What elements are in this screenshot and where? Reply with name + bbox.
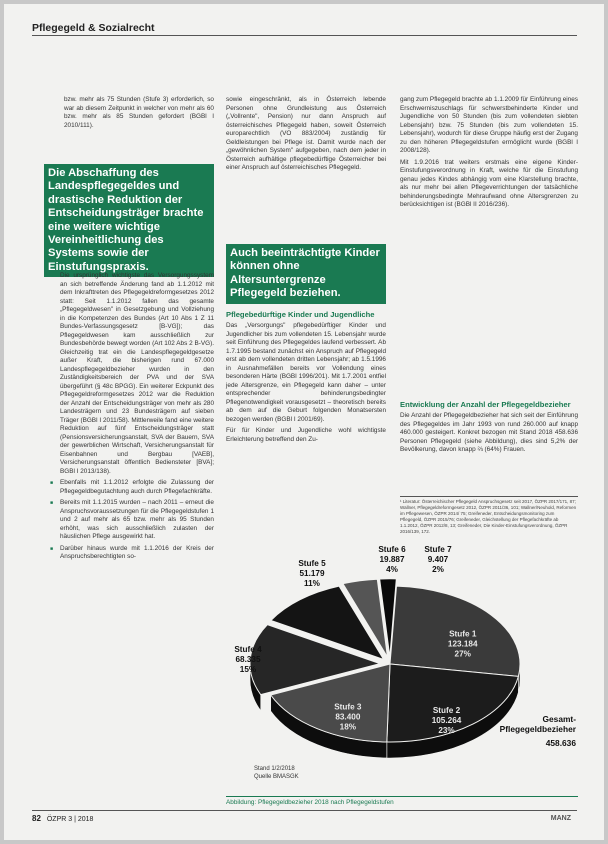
slice-label: Stufe 6 [378, 545, 406, 554]
slice-label: Stufe 7 [424, 545, 452, 554]
stand-note [254, 766, 299, 781]
pie-chart [220, 544, 582, 794]
slice-percent: 27% [454, 649, 471, 659]
slice-value: 123.184 [447, 639, 478, 649]
paragraph: Mit 1.9.2016 trat weiters erstmals eine eigene Kinder-Einstufungsverordnung in Kraft, welche für die Einstufung genau jedes Kindes abhängig vom eine Klarstellung brachte, als nur mehr bei allen Pflegeverrichtungen der tatsächliche behinderungsbedingte Mehraufwand ohne Altersgrenzen zu berücksichtigen ist (BGBl II 2016/236). [400, 158, 578, 208]
slice-percent: 18% [339, 722, 357, 732]
slice-percent: 23% [438, 725, 455, 735]
bullet-item: ■ Ebenfalls mit 1.1.2012 erfolgte die Zulassung der Pflegegeldbegutachtung auch durch Pflegefachkräfte. [50, 479, 214, 496]
figure-caption: Abbildung: Pflegegeldbezieher 2018 nach Pflegegeldstufen [226, 796, 578, 806]
bullet-item: ■ Die ursprünglich wichtigste das Versorgungssystem an sich betreffende Änderung fand ab 1.1.2012 mit dem Inkrafttreten des Pflegegeldreformgesetzes 2012 statt: Seit 1.1.2012 fallen das gesamte „Pflegegeldwesen" in Gesetzgebung und Vollziehung in die Kompetenzen des Bundes (Art 10 Abs 1 Z 11 Bundes-Verfassungsgesetz [B-VG]); das Pflegegeldwesen kam ausschließlich zur Bundesbehörde bewegt worden (Art 102 Abs 2 B-VG). Gleichzeitig trat ein die Landespflegegeldgesetze außer Kraft, die bisherigen rund 67.000 Landespflegegeldbezieher wurden in den Zuständigkeitsbereich der PVA und der SVA übergeführt (§ 48c BPGG). Ein weiterer Eckpunkt des Pflegegeldreformgesetzes 2012 war die Reduktion der Anzahl der Entscheidungsträger von mehr als 280 Landesträgern und 23 Bundesträgern auf sieben Träger (BGBl I 2011/58). Mittlerweile fand eine weitere Reduktion auf fünf Entscheidungsträger statt (Pensionsversicherungsanstalt, SVA der Bauern, SVA der gewerblichen Wirtschaft, Versicherungsanstalt für Eisenbahnen und Bergbau [VAEB], Versicherungsanstalt öffentlich Bediensteter [BVA]; BGBl I 2013/138). [50, 272, 214, 476]
section-heading: Pflegebedürftige Kinder und Jugendliche [226, 310, 375, 319]
stand-line: Stand 1/2/2018 [254, 766, 295, 772]
page-header [32, 18, 577, 36]
slice-label: Stufe 4 [234, 645, 262, 654]
column-1-bullets [50, 272, 214, 565]
paragraph: gang zum Pflegegeld brachte ab 1.1.2009 für Einführung eines Erschwerniszuschlags für schwerstbehinderte Kinder und Jugendliche von 50 Stunden (bis zum vollendeten siebten Lebensjahr) bzw. 75 Stunden (bis zum vollendeten 15. Lebensjahr), wodurch für diese Gruppe häufig erst der Zugang zu den höheren Pflegegeldstufen ermöglicht wurde (BGBl I 2008/128). [400, 96, 578, 154]
column-1-top [64, 96, 214, 133]
bullet-item: ■ Darüber hinaus wurde mit 1.1.2016 der Kreis der Anspruchsberechtigten so- [50, 545, 214, 562]
slice-percent: 15% [239, 665, 257, 674]
slice-value: 105.264 [431, 715, 462, 725]
pull-quote-1: Die Abschaffung des Landespflegegeldes und drastische Reduktion der Entscheidungsträger brachte eine weitere wichtige Vereinheitlichung des Systems sowie der Einstufungspraxis. [44, 164, 214, 277]
paragraph: Die Anzahl der Pflegegeldbezieher hat sich seit der Einführung des Pflegegeldes im Jahr 1993 von rund 260.000 auf knapp 460.000 gesteigert. Konkret bezogen mit Stand 2018 458.636 Personen Pflegegeld (siehe Abbildung), dies sind 5,2% der Bevölkerung, davon knapp ⅔ (64%) Frauen. [400, 412, 578, 453]
slice-label: Stufe 5 [298, 559, 326, 568]
page-number: 82 [32, 814, 41, 823]
page-footer [32, 810, 577, 826]
slice-value: 19.887 [379, 555, 405, 564]
slice-value: 51.179 [299, 569, 325, 578]
slice-value: 68.335 [235, 655, 261, 664]
column-3-section [400, 400, 578, 458]
section-title: Pflegegeld & Sozialrecht [32, 22, 155, 34]
paragraph: sowie eingeschränkt, als in Österreich lebende Personen ohne Grundleistung aus Österreich („Vollrente", Pension) nur dann Anspruch auf österreichisches Pflegegeld haben, soweit Österreich europarechtlich (VO 883/2004) zuständig für Geldleistungen bei Pflege ist. Damit wurde nach der „gewöhnlichen System" aufgegeben, nach dem jeder in Österreich aufhältige pflegebedürftige Österreicher bei einer Anspruch auf österreichisches Pflegegeld. [226, 96, 386, 171]
paragraph: Für für Kinder und Jugendliche wohl wichtigste Erleichterung betreffend den Zu- [226, 427, 386, 443]
column-3-top [400, 96, 578, 213]
document-page [4, 4, 604, 840]
pull-quote-2: Auch beeinträchtigte Kinder können ohne Altersuntergrenze Pflegegeld beziehen. [226, 244, 386, 304]
slice-value: 83.400 [335, 712, 361, 722]
publisher-logo: MANZ [550, 815, 571, 822]
slice-percent: 2% [432, 565, 444, 574]
section-heading: Entwicklung der Anzahl der Pflegegeldbezieher [400, 400, 571, 409]
slice-percent: 11% [304, 579, 320, 588]
total-label-line2: Pflegegeldbezieher [499, 724, 576, 734]
column-2-section [226, 310, 386, 447]
bullet-item: ■ Bereits mit 1.1.2015 wurden – nach 2011 – erneut die Anspruchsvoraussetzungen für die Pflegegeldstufen 1 und 2 auf mehr als 65 bzw. mehr als 95 Stunden erhöht, was sich ausschließlich zulasten der häuslichen Pflege ausgewirkt hat. [50, 499, 214, 542]
total-label-box [500, 714, 576, 748]
pie-chart-container [220, 544, 582, 822]
slice-value: 9.407 [427, 555, 449, 564]
footnote: ¹ Literatur: Österreichischer Pflegegeld Anspruchsgesetz seit 2017, ÖZPR 2017/171, 87; Wallner, Pflegegeldreformgesetz 2012, ÖZPR 2011/36, 101; Wallner/Neuhold, Reformen im Pflegewesen, ÖZPR 2014/ 75; Greifeneder, Entscheidungsmonitoring zum Pflegegeld, ÖZPR 2015/76; Greifeneder, Gleichstellung der Pflegefachkräfte ab 1.1.2012, ÖZPR 2012/8, 13; Greifeneder, Die Kinder-Einstufungsverordnung, ÖZPR 2016/139, 172. [400, 496, 578, 535]
slice-label: Stufe 3 [334, 702, 362, 712]
journal-issue: ÖZPR 3 | 2018 [46, 816, 94, 823]
total-value: 458.636 [545, 738, 576, 748]
total-label-line1: Gesamt- [542, 714, 576, 724]
slice-percent: 4% [386, 565, 398, 574]
paragraph: bzw. mehr als 75 Stunden (Stufe 3) erforderlich, so war ab diesem Zeitpunkt in welcher von mehr als 60 bzw. mehr als 85 Stunden gefordert (BGBl I 2010/111). [64, 96, 214, 129]
slice-label: Stufe 1 [449, 629, 477, 639]
column-2-top [226, 96, 386, 176]
slice-label: Stufe 2 [432, 705, 461, 715]
paragraph: Das „Versorgungs" pflegebedürftiger Kinder und Jugendlicher bis zum vollendeten 15. Lebensjahr wurde seit Einführung des Pflegegeldes laufend verbessert. Ab 1.7.1995 bestand zunächst ein Anspruch auf Pflegegeld erst ab dem vollendeten dritten Lebensjahr; ab 1.5.1996 in Ausnahmefällen bereits vor Vollendung eines besonderen Härte (BGBl 1996/201). Mit 1.7.2001 entfiel jede Altersgrenze, ein Pflegegeld kann daher – unter entsprechender behinderungsbedingter Pflegenotwendigkeit vorausgesetzt – theoretisch bereits ab dem auf die Geburt folgenden Monatsersten bezogen werden (BGBl I 2001/69). [226, 322, 386, 423]
source-line: Quelle BMASGK [254, 773, 299, 780]
